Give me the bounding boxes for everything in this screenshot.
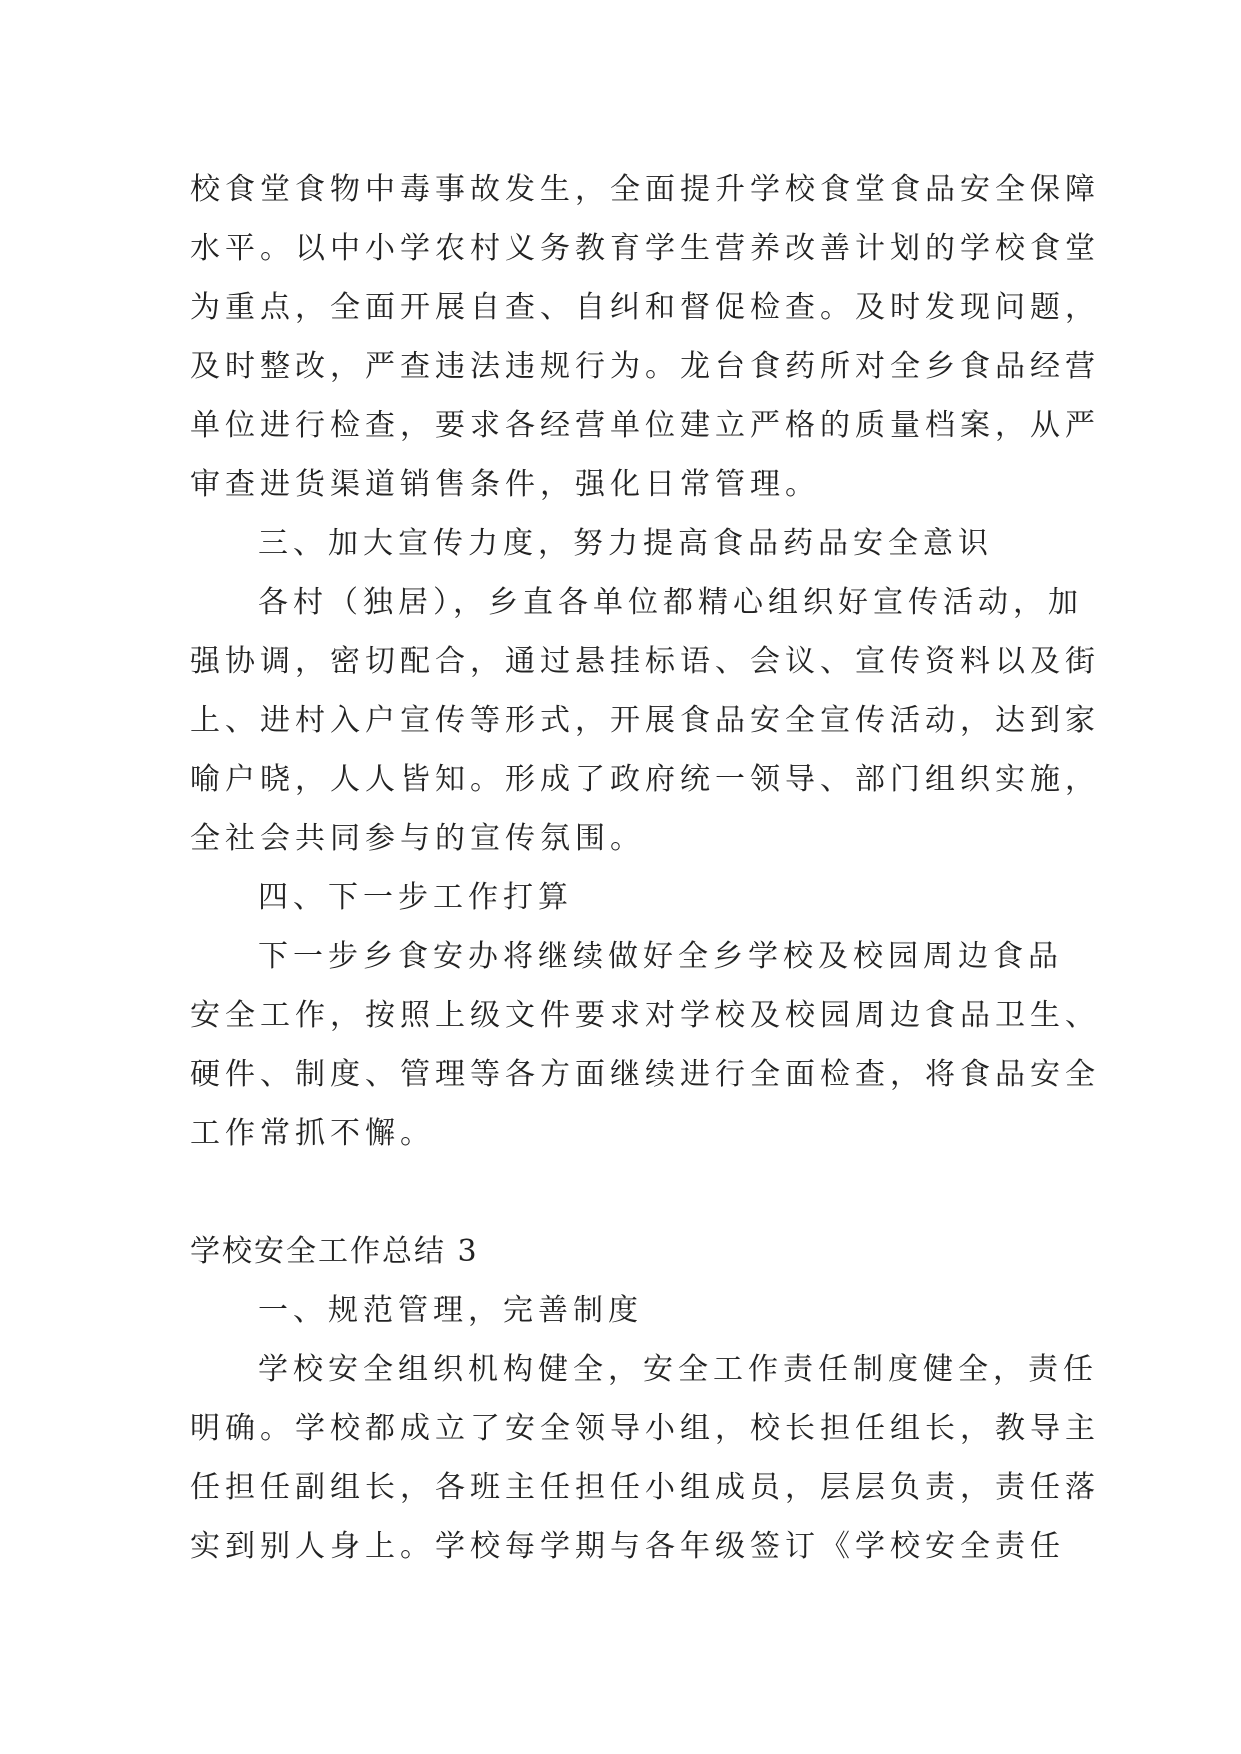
body-line: 任担任副组长，各班主任担任小组成员，层层负责，责任落 xyxy=(190,1470,1100,1505)
body-line: 审查进货渠道销售条件，强化日常管理。 xyxy=(190,467,820,502)
body-line: 喻户晓，人人皆知。形成了政府统一领导、部门组织实施， xyxy=(190,762,1100,797)
body-line: 水平。以中小学农村义务教育学生营养改善计划的学校食堂 xyxy=(190,231,1100,266)
body-line: 工作常抓不懈。 xyxy=(190,1116,435,1151)
body-line: 硬件、制度、管理等各方面继续进行全面检查，将食品安全 xyxy=(190,1057,1100,1092)
section-title: 学校安全工作总结 3 xyxy=(190,1234,479,1269)
body-line: 及时整改，严查违法违规行为。龙台食药所对全乡食品经营 xyxy=(190,349,1100,384)
body-line: 单位进行检查，要求各经营单位建立严格的质量档案，从严 xyxy=(190,408,1100,443)
section-heading-4: 四、下一步工作打算 xyxy=(258,880,573,915)
paragraph-first-line: 下一步乡食安办将继续做好全乡学校及校园周边食品 xyxy=(258,939,1063,974)
body-line: 安全工作，按照上级文件要求对学校及校园周边食品卫生、 xyxy=(190,998,1100,1033)
body-line: 上、进村入户宣传等形式，开展食品安全宣传活动，达到家 xyxy=(190,703,1100,738)
body-line: 实到别人身上。学校每学期与各年级签订《学校安全责任 xyxy=(190,1529,1065,1564)
body-line: 强协调，密切配合，通过悬挂标语、会议、宣传资料以及街 xyxy=(190,644,1100,679)
body-line: 明确。学校都成立了安全领导小组，校长担任组长，教导主 xyxy=(190,1411,1100,1446)
body-line: 校食堂食物中毒事故发生，全面提升学校食堂食品安全保障 xyxy=(190,172,1100,207)
section-heading-3: 三、加大宣传力度，努力提高食品药品安全意识 xyxy=(258,526,993,561)
paragraph-first-line: 各村（独居），乡直各单位都精心组织好宣传活动，加 xyxy=(258,585,1083,620)
body-line: 全社会共同参与的宣传氛围。 xyxy=(190,821,645,856)
blank-line xyxy=(190,1163,1070,1222)
document-body xyxy=(190,160,1100,1576)
paragraph-first-line: 学校安全组织机构健全，安全工作责任制度健全，责任 xyxy=(258,1352,1098,1387)
body-line: 为重点，全面开展自查、自纠和督促检查。及时发现问题， xyxy=(190,290,1100,325)
section-heading-1: 一、规范管理，完善制度 xyxy=(258,1293,643,1328)
